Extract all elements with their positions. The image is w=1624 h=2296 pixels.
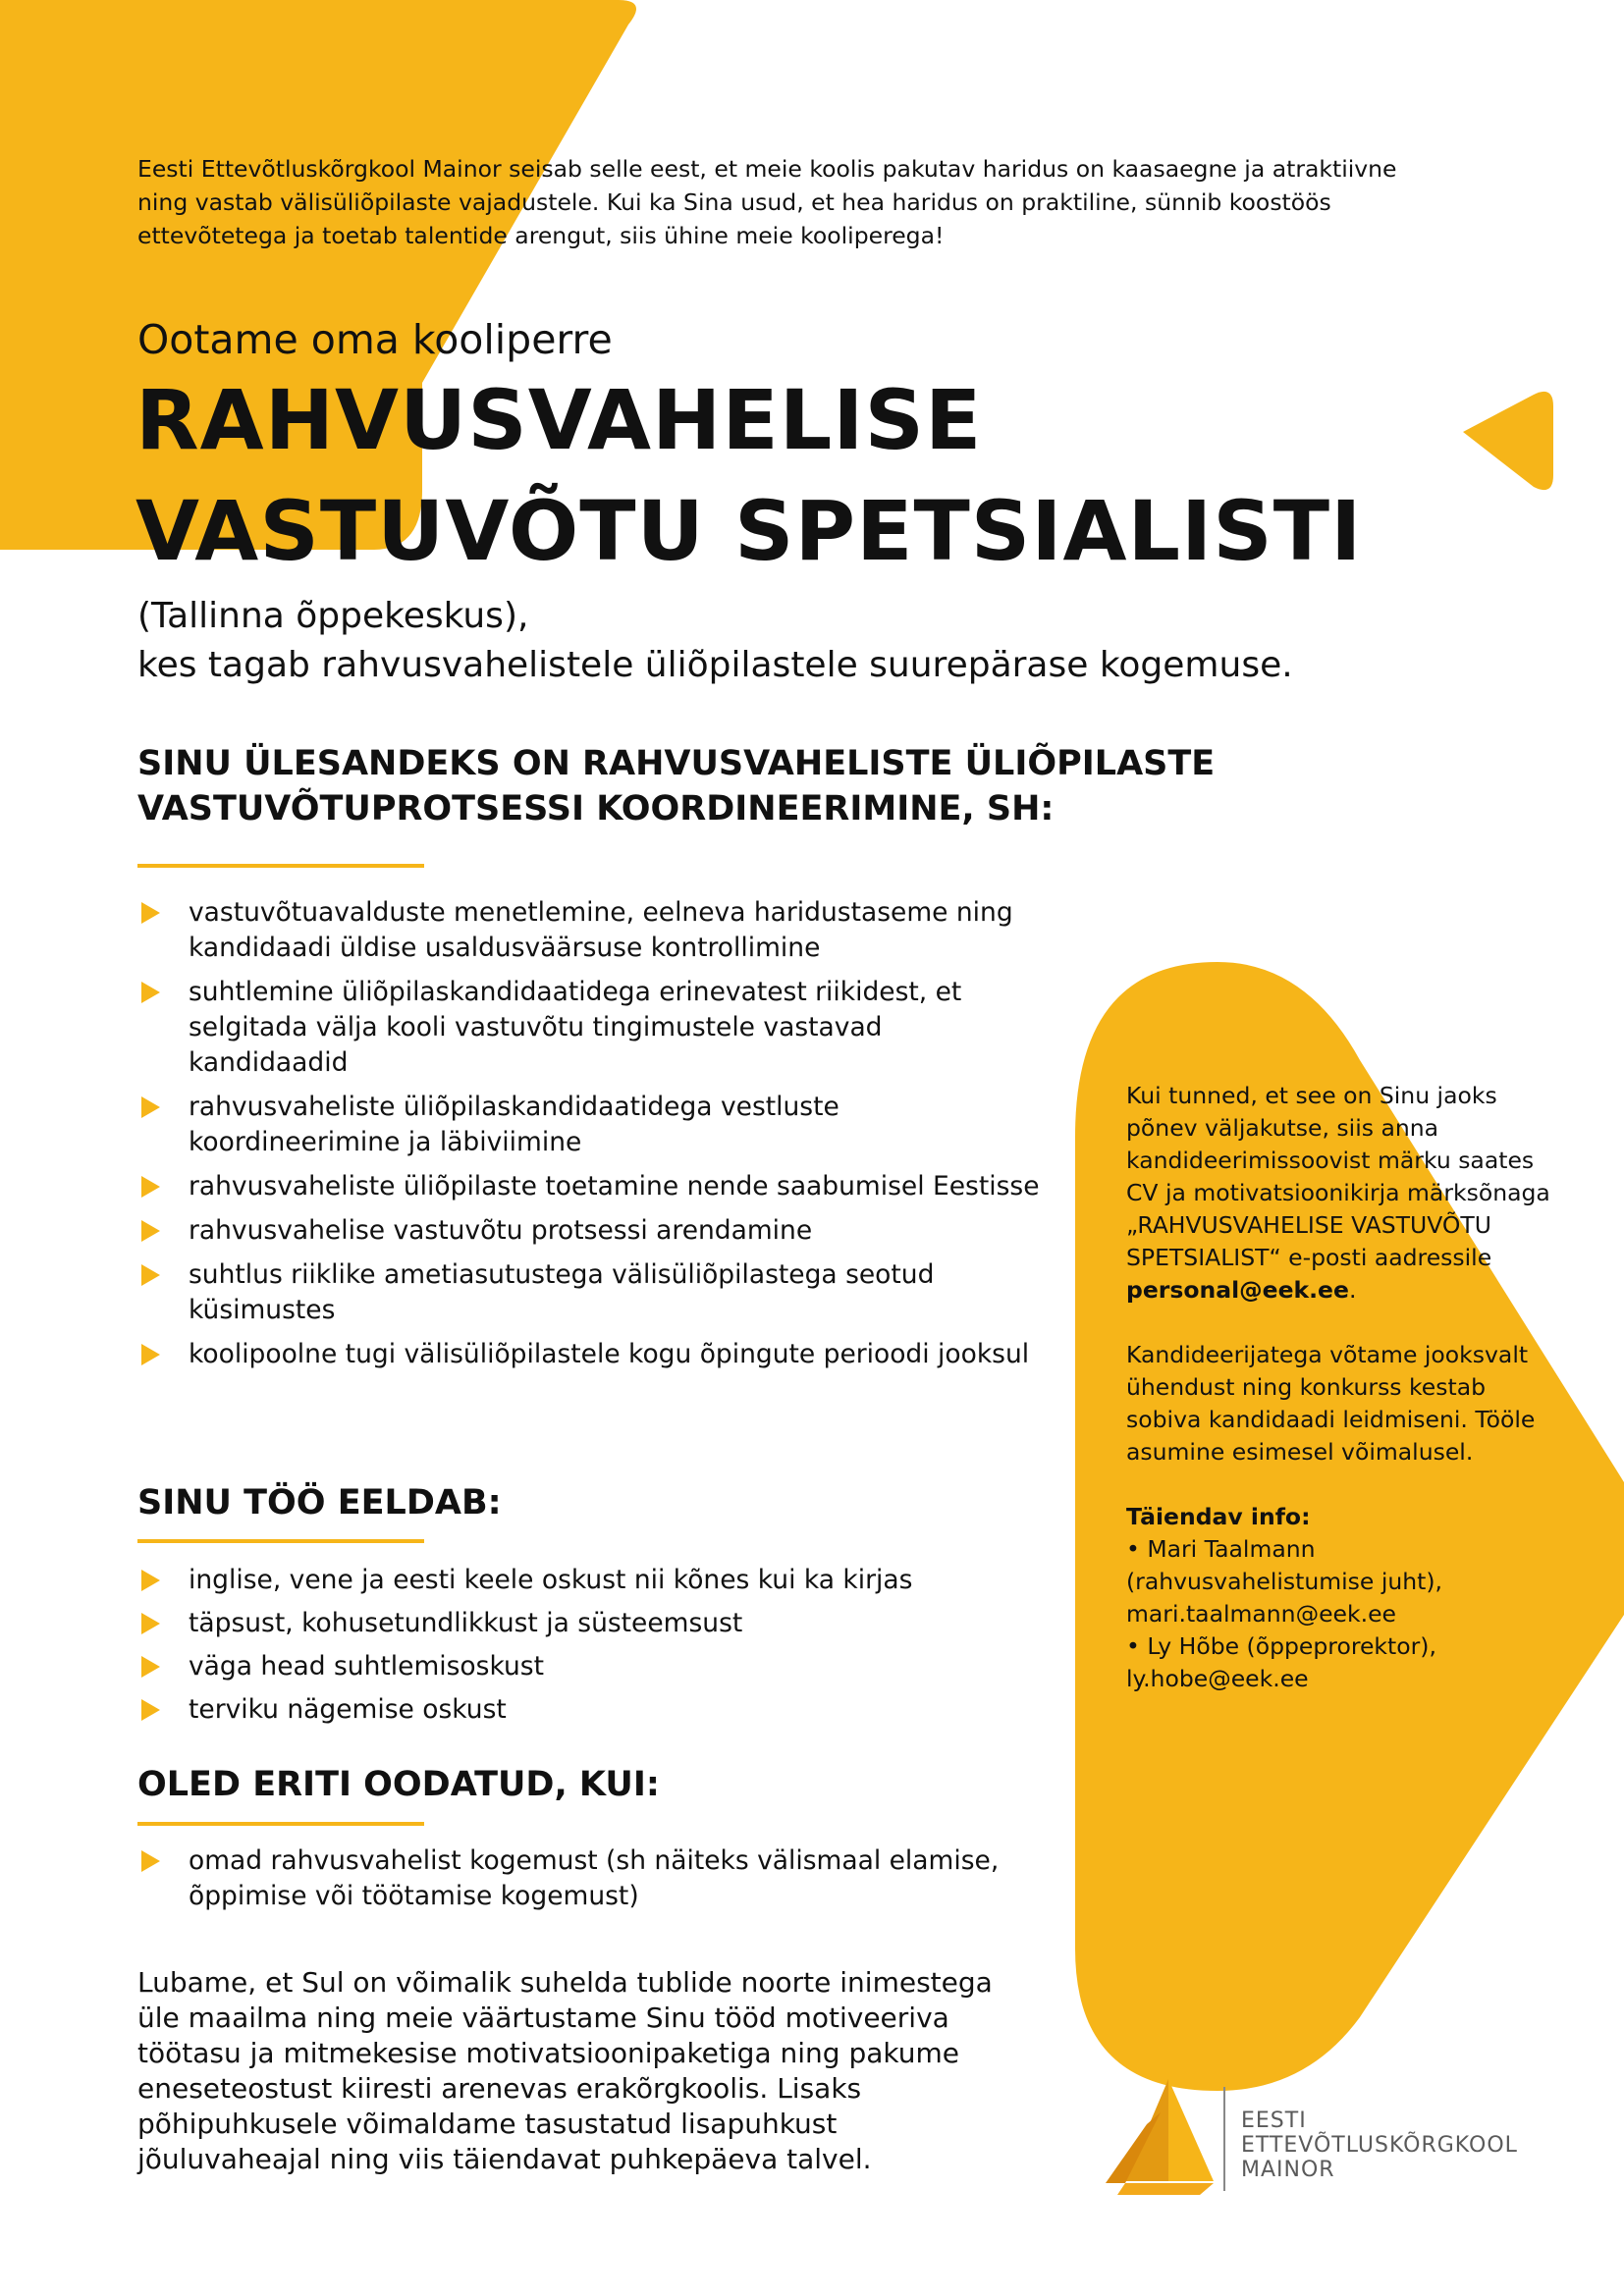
list-item: terviku nägemise oskust <box>137 1692 1041 1728</box>
tasks-title-underline <box>137 864 424 868</box>
subheading-line2: kes tagab rahvusvahelistele üliõpilastele suurepärase kogemuse. <box>137 645 1293 685</box>
info-line: • Mari Taalmann <box>1126 1535 1316 1563</box>
apply-paragraph: Kui tunned, et see on Sinu jaoks põnev väljakutse, siis anna kandideerimissoovist märku saates CV ja motivatsioonikirja märksõnaga „RAHVUSVAHELISE VASTUVÕTU SPETSIALIST“ e-posti aadressile personal@eek.ee. <box>1126 1082 1550 1304</box>
info-title: Täiendav info: <box>1126 1503 1311 1530</box>
application-info-box <box>1126 1080 1558 1695</box>
bullet-triangle-icon <box>141 1176 160 1198</box>
logo-divider <box>1223 2087 1225 2191</box>
bullet-triangle-icon <box>141 1699 160 1721</box>
info-email-link[interactable]: mari.taalmann@eek.ee <box>1126 1600 1396 1628</box>
list-item: omad rahvusvahelist kogemust (sh näiteks välismaal elamise, õppimise või töötamise kogemust) <box>137 1843 1041 1914</box>
intro-paragraph: Eesti Ettevõtluskõrgkool Mainor seisab selle eest, et meie koolis pakutav haridus on kaasaegne ja atraktiivne ning vastab välisüliõpilaste vajadustele. Kui ka Sina usud, et hea haridus on praktiline, sünnib koostöös ettevõtetega ja toetab talentide arengut, siis ühine meie kooliperega! <box>137 155 1397 249</box>
job-title <box>135 365 1510 587</box>
bullet-triangle-icon <box>141 1613 160 1634</box>
school-logo <box>1098 2073 1549 2201</box>
tasks-title-line1: SINU ÜLESANDEKS ON RAHVUSVAHELISTE ÜLIÕPILASTE <box>137 744 1216 783</box>
requirements-list <box>137 1563 1041 1728</box>
bullet-triangle-icon <box>141 902 160 924</box>
subheading-line1: (Tallinna õppekeskus), <box>137 596 529 636</box>
requirements-title-underline <box>137 1539 424 1543</box>
bullet-triangle-icon <box>141 1656 160 1678</box>
info-line: • Ly Hõbe (õppeprorektor), <box>1126 1632 1436 1660</box>
tasks-title-line2: VASTUVÕTUPROTSESSI KOORDINEERIMINE, SH: <box>137 789 1055 828</box>
requirements-title: SINU TÖÖ EELDAB: <box>137 1483 502 1522</box>
list-item: rahvusvahelise vastuvõtu protsessi arendamine <box>137 1213 1041 1249</box>
bullet-triangle-icon <box>141 1096 160 1118</box>
list-item: inglise, vene ja eesti keele oskust nii kõnes kui ka kirjas <box>137 1563 1041 1598</box>
list-item: rahvusvaheliste üliõpilaste toetamine nende saabumisel Eestisse <box>137 1169 1041 1204</box>
tasks-title <box>137 741 1414 831</box>
list-item: suhtlemine üliõpilaskandidaatidega erinevatest riikidest, et selgitada välja kooli vastuvõtu tingimustele vastavad kandidaadid <box>137 975 1041 1081</box>
info-line: (rahvusvahelistumise juht), <box>1126 1568 1443 1595</box>
additional-info <box>1126 1501 1558 1695</box>
closing-paragraph: Lubame, et Sul on võimalik suhelda tublide noorte inimestega üle maailma ning meie väärtustame Sinu tööd motiveeriva töötasu ja mitmekesise motivatsioonipaketiga ning pakume eneseteostust kiiresti arenevas erakõrgkoolis. Lisaks põhipuhkusele võimaldame tasustatud lisapuhkust jõuluvaheajal ning viis täiendavat puhkepäeva talvel. <box>137 1966 993 2175</box>
job-title-line1: RAHVUSVAHELISE <box>135 372 983 468</box>
bonus-list <box>137 1843 1041 1914</box>
bullet-triangle-icon <box>141 982 160 1003</box>
list-item: väga head suhtlemisoskust <box>137 1649 1041 1684</box>
logo-triangle-icon <box>1098 2073 1216 2201</box>
list-item: vastuvõtuavalduste menetlemine, eelneva haridustaseme ning kandidaadi üldise usaldusväärsuse kontrollimine <box>137 895 1041 966</box>
tasks-list <box>137 895 1041 1372</box>
list-item: rahvusvaheliste üliõpilaskandidaatidega vestluste koordineerimine ja läbiviimine <box>137 1090 1041 1160</box>
apply-email-link[interactable]: personal@eek.ee <box>1126 1276 1349 1304</box>
bonus-title: OLED ERITI OODATUD, KUI: <box>137 1765 660 1804</box>
kicker-text: Ootame oma kooliperre <box>137 316 613 363</box>
bullet-triangle-icon <box>141 1850 160 1872</box>
list-item: täpsust, kohusetundlikkust ja süsteemsust <box>137 1606 1041 1641</box>
subheading <box>137 592 1512 690</box>
info-email-link[interactable]: ly.hobe@eek.ee <box>1126 1665 1309 1692</box>
list-item: suhtlus riiklike ametiasutustega välisüliõpilastega seotud küsimustes <box>137 1257 1041 1328</box>
job-title-line2: VASTUVÕTU SPETSIALISTI <box>135 483 1363 579</box>
bullet-triangle-icon <box>141 1264 160 1286</box>
logo-text: EESTI ETTEVÕTLUSKÕRGKOOL MAINOR <box>1241 2109 1518 2182</box>
contact-paragraph: Kandideerijatega võtame jooksvalt ühendust ning konkurss kestab sobiva kandidaadi leidmiseni. Tööle asumine esimesel võimalusel. <box>1126 1341 1536 1466</box>
bullet-triangle-icon <box>141 1344 160 1365</box>
list-item: koolipoolne tugi välisüliõpilastele kogu õpingute perioodi jooksul <box>137 1337 1041 1372</box>
bonus-title-underline <box>137 1822 424 1826</box>
bullet-triangle-icon <box>141 1220 160 1242</box>
bullet-triangle-icon <box>141 1570 160 1591</box>
